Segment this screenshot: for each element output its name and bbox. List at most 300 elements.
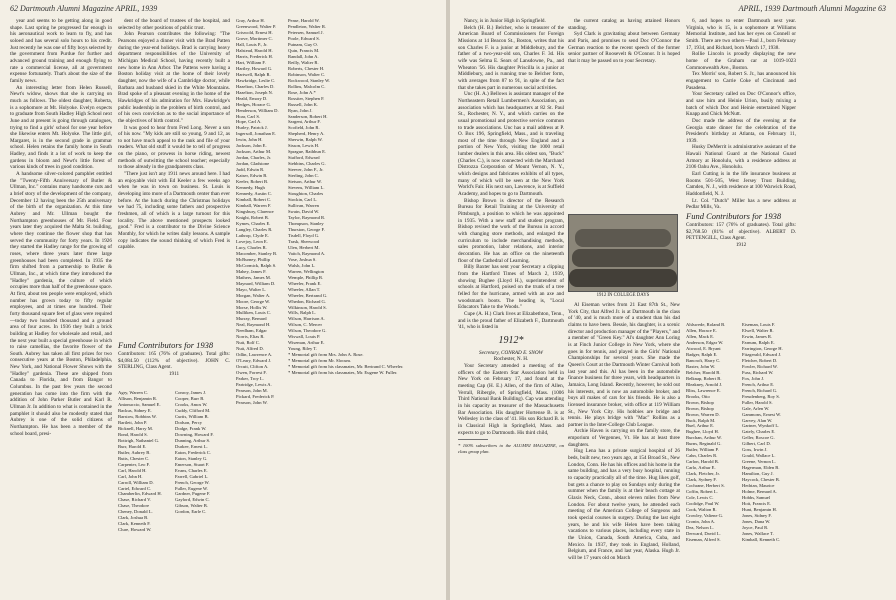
name-entry: Hagerman, Elden B. xyxy=(742,465,780,471)
name-entry: Carl, Harold H. xyxy=(118,467,147,473)
right-column-2-top xyxy=(568,18,680,210)
name-entry: Gould, Wallace L. xyxy=(742,453,776,459)
name-entry: Haycock, Chester B. xyxy=(742,477,781,483)
fund-contributors-text: Contributors: 165 (76% of graduates). Total gifts: $4,084.50 (112% of objective). JOHN C. STERLING, Class Agent. xyxy=(118,350,230,371)
name-entry: Judd, Edwin R. xyxy=(236,167,265,173)
name-entry: Jones, Sidney F. xyxy=(742,513,772,518)
left-bottom-names-1 xyxy=(118,390,174,595)
name-entry: Eaton, Stanley G. xyxy=(175,455,208,461)
name-entry: Baxter, John W. xyxy=(686,363,716,369)
name-entry: Partridge, Lewis A. xyxy=(236,382,272,388)
paragraph: 6, and hopes to enter Dartmouth next year. Virginia, who is 15, is a sophomore at Williams Memorial Institute, and has her eyes on Connell or Smith. There are two others—Paul J., born February 17, 1934, and Richard, born March 17, 1938. xyxy=(686,18,796,51)
name-entry: McCormick, Ralph S. xyxy=(236,262,277,268)
name-entry: Randall, John A. xyxy=(288,53,319,59)
paragraph: year and seems to be getting along in good shape. Last spring he progressed far enough in his aeronautical work to learn to fly, and has soloed and has several solo hours to his credit. Just recently he was one of fifty boys selected by the government from Purdue for further and advanced ground training and enough flying to rate a commercial license, all at government expense fortunately. That's about the size of the family news. xyxy=(10,18,112,84)
name-entry: Heald, Emory D. xyxy=(236,95,268,101)
name-entry: Hoar, Carl S. xyxy=(236,113,261,119)
paragraph: Cupe (A. H.) Clark lives at Elizabethton, Tenn., and is the proud father of Elizabeth F., Dartmouth '41, who is listed in xyxy=(458,310,564,331)
name-entry: Geller, Roscoe G. xyxy=(742,435,775,441)
name-entry: Nutt, Rolf C. xyxy=(236,340,260,346)
name-entry: Cuddy, Clifford M. xyxy=(175,407,211,413)
name-entry: Erwin, James R. xyxy=(742,333,773,339)
name-entry: Gately, Charles E. xyxy=(742,429,776,435)
class-1912-heading: 1912* xyxy=(498,334,524,346)
name-entry: Hedges, Horace G. xyxy=(236,101,271,107)
name-entry: Ingersoll, Jonathan E. xyxy=(236,131,277,137)
name-entry: Swain, David W. xyxy=(288,209,320,214)
name-entry: Jackson, Arthur M. xyxy=(236,149,272,155)
name-entry: Morse, Hollis W. xyxy=(236,304,268,310)
name-entry: Carlon, Harold B. xyxy=(686,459,719,465)
name-entry: Coffin, Robert L. xyxy=(686,489,718,495)
name-entry: Murray, Bernard xyxy=(236,316,267,322)
name-entry: Bancroft, Harry C. xyxy=(686,357,721,363)
name-entry: Dunning, Arthur S. xyxy=(175,437,211,443)
name-entry: Bicknell, Harry M. xyxy=(118,425,153,431)
name-entry: Rockwood, Stanley W. xyxy=(288,77,331,83)
paragraph: Rollie Lincoln is proudly displaying the new home of the Graham car at 1019-1023 Commonwealth Ave., Boston. xyxy=(686,51,796,71)
name-entry: Scofield, John R. xyxy=(288,125,320,131)
name-entry: Eiseman, Alfred S. xyxy=(686,536,721,542)
name-entry: Carlo, Arthur E. xyxy=(686,465,716,471)
name-entry: Griswold, Ernest H. xyxy=(236,29,273,35)
name-entry: Robinson, Walter C. xyxy=(288,71,326,77)
name-entry: Burns, Reginald G. xyxy=(686,441,722,447)
name-entry: Crowley, Valiene G. xyxy=(686,513,724,518)
name-entry: Sterling, John C. xyxy=(288,173,319,179)
name-entry: Russell, John K. xyxy=(288,101,319,107)
name-entry: Petersen, Samuel J. xyxy=(288,29,324,35)
name-entry: Hazelton, Joseph N. xyxy=(236,89,273,95)
name-entry: Maynard, William D. xyxy=(236,280,276,286)
name-entry: Cole, Lewis C. xyxy=(686,495,714,501)
name-entry: Poole, Edward S. xyxy=(288,35,320,41)
name-entry: Harris, Frederick H. xyxy=(236,53,273,59)
paragraph: Belch (H. B.) Belcher, who is treasurer of the American Board of Commissioners for Foreign Missions at 14 Beacon St., Boston, writes that his son Charles F. is a junior at Middlebury, and the father of a two-year-old son, Charles F. 3d. His wife was Selma E. Sears of Lansdowne, Pa., and Wheaton '56. His daughter Priscilla is a junior at Middlebury, and is running true to Belcher form, with averages from 87 to 91, in spite of the fact that she takes part in numerous social activities. xyxy=(458,24,564,91)
name-entry: Clure, Howard W. xyxy=(118,527,152,533)
name-entry: Antonuccio, Samuel E. xyxy=(118,401,161,407)
name-entry: Needham, Edgar xyxy=(236,328,267,334)
name-entry: Bleakney, Arnold J. xyxy=(686,381,723,387)
name-entry: Stoughton, Charles xyxy=(288,191,324,197)
name-entry: Gaylord, Edwin C. xyxy=(175,497,210,503)
name-entry: Burr, Harold E. xyxy=(118,443,147,449)
name-entry: Lovejoy, Leon E. xyxy=(236,238,268,244)
left-column-2 xyxy=(118,18,230,336)
name-entry: Lucy, Charles R. xyxy=(236,244,267,250)
name-entry: * Memorial gift from Mrs. John A. Rose. xyxy=(288,352,364,358)
name-entry: Hope, Carl A. xyxy=(236,119,262,125)
name-entry: Sisson, Lewis H. xyxy=(288,143,320,149)
name-entry: Gilbert, Carl D. xyxy=(742,441,771,447)
name-entry: Hawkridge, Leslie C. xyxy=(236,77,276,83)
name-entry: Mulliken, Louis C. xyxy=(236,310,271,316)
name-entry: Mathers, James M. xyxy=(236,274,271,280)
name-entry: Eiseman, Louis F. xyxy=(742,322,776,327)
name-entry: Vose, Joshua S. xyxy=(288,256,317,262)
name-entry: Wheeler, Frank E. xyxy=(288,280,322,286)
name-entry: Fuller, Eugene W. xyxy=(175,485,208,491)
right-names-b xyxy=(742,322,798,596)
name-entry: Chase, Richard V. xyxy=(118,497,152,503)
name-entry: Ahlswede, Roland B. xyxy=(686,322,726,327)
name-entry: Hamilton, Guy J. xyxy=(742,471,774,477)
paragraph: It was good to hear from Fred Long. Never a son of his now. "My kids are still so young, 9 and 12, as to not have much appeal to the rank and file of your readers. What old stuff it would be to tell of progress on the piano, or prowess in horse riding, newest methods of outwitting the school teacher; especially to those already in the grandparents class. xyxy=(118,124,230,171)
name-entry: Rossiter, Stephen F. xyxy=(288,95,325,101)
name-entry: Knight, Robert B. xyxy=(236,214,269,220)
name-entry: Holme, Bernard A. xyxy=(742,489,777,495)
name-entry: Carl, John H. xyxy=(118,473,143,479)
paragraph: Bishop Brown is director of the Research Bureau for Retail Training at the University of Pittsburgh, a position to which he was appointed in 1935. With a new staff and student program, Bishop revised the work of the Bureau in accord with changing store methods, and enlarged the curriculum to include merchandising methods, sales promotion, labor relations, and interior decoration. He has an office on the nineteenth floor of the Cathedral of Learning. xyxy=(458,197,564,264)
left-column-1 xyxy=(10,18,112,596)
right-column-2-bottom xyxy=(568,302,680,596)
name-entry: Greenwood, Walter P. xyxy=(236,23,277,29)
name-entry: Kymes, Charles E. xyxy=(236,220,271,226)
name-entry: Stafford, Edward xyxy=(288,155,320,161)
name-entry: Clark, Joshua B. xyxy=(118,515,149,521)
name-entry: Vaitch, Raymond A. xyxy=(288,250,326,256)
name-entry: Derward, David L. xyxy=(686,530,721,536)
name-entry: Langley, Charles R. xyxy=(236,226,273,232)
name-entry: Hunt, Benjamin H. xyxy=(742,507,777,513)
name-entry: Coolidge, Paul W. xyxy=(686,501,720,507)
left-column-3-names xyxy=(236,18,286,598)
name-entry: Badger, Ralph E. xyxy=(686,351,718,357)
name-entry: Sprague, Rathbun E. xyxy=(288,149,327,155)
name-entry: Taylor, Raymond R. xyxy=(288,214,326,220)
name-entry: Reilly, Walter R. xyxy=(288,59,319,65)
name-entry: Bartlett, John P. xyxy=(118,419,148,425)
name-entry: Kimball, Warren F. xyxy=(236,203,272,209)
name-entry: Buel, Arthur E. xyxy=(686,423,715,429)
name-entry: Wills, Ralph L. xyxy=(288,310,317,316)
name-entry: Rose, John A.* xyxy=(288,89,316,95)
paragraph: A handsome silver-colored pamphlet entitled the "Twenty-Fifth Anniversary of Butler & Ullman, Inc." contains many handsome cuts and a brief story of the development of the company, December 12 having been the 25th anniversary of the birth of the organization. At this time Aubrey and Mr. Ullman bought the Northampton greenhouses of Mr. Field. Four years later they acquired the Malta St. building, where they continue the flower shop that has served the community for forty years. In 1926 they started the Hadley range for the growing of roses, where three years later three large greenhouses had been completed. In 1935 the firm shifted from a partnership to Butler & Ullman, Inc., at which time they introduced the "Hadley" gardenia, the culture of which occupies more than half of the greenhouse space. At first, about ten people were employed, which number has grown today to fifty regular employees, and at times one hundred. Their forty thousand square feet of glass were required—today two hundred thousand and a ground area of four acres. In 1936 they built a brick building at Hadley for wholesale and retail, and the next year built a special greenhouse in which to raise camellias, the favorite flower of the South. Aubrey has taken all first prizes for two consecutive years at the Boston, Philadelphia, New York, and National Flower Shows with the "Hadley" gardenia. These are shipped from Canada to Florida, and from Bangor to Columbus. In the past few years the second generation has come into the firm with the addition of John Parker Butler and Karl R. Ullman Jr. In addition to what is contained in the pamphlet it should also be modestly stated that Aubrey is one of the solid citizens of Northampton. He has been a member of the school board, presi- xyxy=(10,171,112,437)
name-entry: Brown, Warren D. xyxy=(686,411,720,417)
paragraph: Nancy, is in Junior High in Springfield. xyxy=(464,18,546,24)
class-photo xyxy=(568,214,678,292)
paragraph: dent of the board of trustees of the hospital, and selected by other positions of public trust. xyxy=(118,18,230,31)
name-entry: Gartner, Wynkoff L. xyxy=(742,423,780,429)
name-entry: Hoit, Francis E. xyxy=(742,501,772,507)
paragraph: Unc (H. A.) Bellows is assistant manager of the Northeastern Retail Lumbermen's Association, an association which has headquarters at 82 St. Paul St., Rochester, N. Y., and which carries on the usual promotional and protective service common to trade associations. Unc has a mail address at P. O. Box 196, Springfield, Mass., and is traveling most of the time through New England and a portion of New York, visiting the 1000 retail lumber dealers in this area. His oldest son, "Buck" (Charles C.), is now connected with the Marchand Distrozza Corporation of Mount Vernon, N. Y., which designs and fabricates exhibits of all types, many of which will be seen at the New York World's Fair. His next son, Lawrence, is at Suffield Academy, and hopes to go to Dartmouth. xyxy=(458,91,564,198)
name-entry: Brown, Bishop xyxy=(686,405,714,411)
name-entry: Cronin, John A. xyxy=(686,518,716,524)
name-entry: * Memorial gift from Mr. Slocum. xyxy=(288,358,352,364)
name-entry: Belcher, Harold B. xyxy=(686,369,721,375)
name-entry: Cartel, Edward C. xyxy=(118,485,152,491)
name-entry: Eaton, Frederick C. xyxy=(175,449,211,455)
name-entry: Curtis, William B. xyxy=(175,413,209,419)
name-entry: Macomber, Stanley B. xyxy=(236,250,278,256)
name-entry: Dodge, Frank W. xyxy=(175,425,207,431)
footnote: * 100% subscribers to the ALUMNI MAGAZINE, on class group plan. xyxy=(458,443,564,455)
name-entry: Conroy, James J. xyxy=(175,390,207,395)
fund-contributors-heading: Fund Contributors for 1938 xyxy=(118,340,214,350)
name-entry: McBurney, Phillip xyxy=(236,256,270,262)
name-entry: Brown, Bishop xyxy=(686,399,714,405)
name-entry: Chamberlin, Edward H. xyxy=(118,491,162,497)
name-entry: Kimball, Robert C. xyxy=(236,197,272,203)
name-entry: Steever, John F., Jr. xyxy=(288,167,324,173)
name-entry: Kennedy, Hugh xyxy=(236,185,265,191)
name-entry: Farrington, George H. xyxy=(742,345,783,351)
right-column-1 xyxy=(458,18,564,596)
paragraph: Archie Haven is carrying on the family store, the emporium of Vergennes, Vt. He has at least three daughters. xyxy=(568,428,680,448)
name-entry: Hurley, Patrick J. xyxy=(236,125,268,131)
name-entry: Butler, Aubrey B. xyxy=(118,449,151,455)
name-entry: Morgan, Walter A. xyxy=(236,292,271,298)
name-entry: Cheney, Donald L. xyxy=(118,509,153,515)
name-entry: * Memorial gift from his classmates, Mr. Bertrand C. Wheeler. xyxy=(288,364,404,370)
paragraph: John Pearson contributes the following: "The Pearsons enjoyed a dinner visit with the Brad Patten during the year-end holidays. Brad is carrying heavy department responsibilities of the University of Michigan Medical School, having recently built a new home in Ann Arbor. The Pattens were having a Boston holiday visit at the home of their lovely daughter, now the wife of a Cambridge doctor, while Barbara and husband skied in the White Mountains. Brad spoke of a pleasant evening in the home of the Hawkridges of his admiration for Mrs. Hawkridge's public leadership in the problem of birth control, and of his own conviction as to the social importance of the objectives of birth control." xyxy=(118,31,230,124)
name-entry: Kaiser, Edwin B. xyxy=(236,173,268,179)
name-entry: French, Richard G. xyxy=(742,387,778,393)
name-entry: Gammons, Ernest W. xyxy=(742,411,782,417)
name-entry: Greene, Vernon L. xyxy=(742,459,776,465)
footnote-rule xyxy=(458,439,488,440)
name-entry: Fuss, Richard W. xyxy=(742,369,774,375)
class-year-label: 1911 xyxy=(168,370,180,377)
paragraph: Hug Lena has a private surgical hospital of 26 beds, built new, two years ago, at 154 Broad St., New London, Conn. He has his offices and his home in the same building, and has a very busy hospital, running to capacity practically all of the time. Hug likes golf, but gets a chance to play on Sundays only during the summer when the family is at their beach cottage at Glaxis Neck, Conn., about eleven miles from New London. For about twelve years, he attended each meeting of the American College of Surgeons and took special courses in surgery. During the last eight years, he and his wife Helen have been taking vacations to various places, including every state in the Union, Canada, South America, Cuba, and Mexico. In 1937, they took in England, Holland, Belgium, and France, and last year, Alaska. Hugh Jr. will be 17 years old on March xyxy=(568,448,680,561)
name-entry: Sherwin, Ralph W. xyxy=(288,137,323,143)
name-entry: Jordan, Charles, Jr. xyxy=(236,155,272,161)
name-entry: Pearson, John W. xyxy=(236,400,268,405)
name-entry: Butts, Chester C. xyxy=(118,455,150,461)
photo-caption: 1912 IN COLLEGE DAYS xyxy=(596,293,650,298)
name-entry: Cooper, Burr B. xyxy=(175,395,205,401)
name-entry: Bliss, Lawrence E. xyxy=(686,387,721,393)
left-page xyxy=(0,0,446,600)
name-entry: Kennedy, Austin C. xyxy=(236,191,272,197)
name-entry: Gibson, Walter B. xyxy=(175,503,208,509)
name-entry: Cahn, Charles R. xyxy=(686,453,718,459)
name-entry: Roberts, Chester H. xyxy=(288,65,325,71)
name-entry: Kingsbury, Clarence xyxy=(236,209,274,214)
name-entry: Belknap, Robert B. xyxy=(686,375,722,381)
name-entry: Burchan, Arthur W. xyxy=(686,435,722,441)
name-entry: Fuller, Harold S. xyxy=(742,399,773,405)
left-fund-block xyxy=(118,340,230,380)
class-year-label-right: 1912 xyxy=(735,241,747,248)
name-entry: Ryan, John J. xyxy=(288,107,313,113)
name-entry: Gale, Arlen W. xyxy=(742,405,770,411)
name-entry: Hartwell, Ralph R. xyxy=(236,71,271,77)
name-entry: Thompson, Stanley xyxy=(288,220,324,226)
name-entry: French, Arthur E. xyxy=(742,381,775,387)
name-entry: Owen, Forrest F. xyxy=(236,370,267,376)
name-entry: Hartley, Howard G. xyxy=(236,65,273,71)
name-entry: Crooks, Amos W. xyxy=(175,401,208,407)
name-entry: Norris, Elias R. xyxy=(236,334,265,340)
name-entry: Clark, Fletcher, Jr. xyxy=(686,471,720,477)
name-entry: Carpenter, Leo F. xyxy=(118,461,150,467)
name-entry: Chase, Theodore xyxy=(118,503,150,509)
name-entry: Durkee, Ernest L. xyxy=(175,443,208,449)
name-entry: Trask, Sherwood xyxy=(288,238,320,244)
name-entry: Bond, Harold S. xyxy=(118,431,148,437)
name-entry: Wemple, Phillip B. xyxy=(288,274,324,280)
name-entry: Gray, Arthur H. xyxy=(236,18,265,23)
name-entry: Mahey, James F. xyxy=(236,268,267,274)
right-column-3 xyxy=(686,18,796,318)
name-entry: Sargent, Arthur F. xyxy=(288,119,321,125)
name-entry: Wiswall, Louis P. xyxy=(288,334,321,340)
name-entry: Butler, William P. xyxy=(686,447,719,453)
paragraph: "There just isn't any 1911 news around here. I had an enjoyable visit with Ed Keeler a few weeks ago when he was in town on business. St. Louis is developing into more of a Dartmouth center than ever before. At the lunch during the Christmas holidays we had 75, including some fathers and prospective freshmen, all of which is a large turnout for this locality. The above mentioned prospects looked good." Fred is a contributor to the Divine Science Monthly, for which he writes daily lessons. A sample copy indicates the sound thinking of which Fred is capable. xyxy=(118,171,230,251)
right-page xyxy=(450,0,896,600)
name-entry: Gardner, Pugene F. xyxy=(175,491,211,497)
name-entry: * Memorial gift from his classmates, Mr. Eugene W. Fuller. xyxy=(288,370,398,376)
name-entry: Wilson, C. Mercer xyxy=(288,322,323,328)
name-entry: Whedon, Richard G. xyxy=(288,298,327,304)
name-entry: Nutt, Alfred D. xyxy=(236,346,264,352)
name-entry: Warren, Wellington xyxy=(288,268,324,274)
name-entry: Hedrian, Maurice xyxy=(742,483,775,489)
name-entry: Cochrane, Herbert S. xyxy=(686,483,725,489)
name-entry: Fletcher, Robert D. xyxy=(742,357,778,363)
name-entry: Wilkinson, Harold S. xyxy=(288,304,327,310)
paragraph: Husky DeMerrit is administrative assistant of the Hawaii National Guard at the National Guard Armory at Honolulu, with a residence address at 2106 Oahu Ave., Honolulu. xyxy=(686,144,796,171)
name-entry: Putnam, Guy O. xyxy=(288,41,318,47)
name-entry: Evans, Charles E. xyxy=(175,467,208,473)
name-entry: Barstow, Robbins W. xyxy=(118,413,157,419)
name-entry: Mayo, Walter L. xyxy=(236,286,267,292)
name-entry: Fitzgerald, Edward J. xyxy=(742,351,782,357)
name-entry: Pendleton, Walter R. xyxy=(288,23,327,29)
right-names-a xyxy=(686,322,741,596)
paragraph: An interesting letter from Helen Russell, Newt's widow, shows that she is carrying on much as follows. The oldest daughter, Roberta, is a sophomore at Mt. Holyoke. Evelyn expects to graduate from South Hadley High School next June and at present is going through catalogues, trying to find a girls' school for one year before she likewise enters Mt. Holyoke. The little girl, Margaret, is in the second grade in grammar school. Helen retains the family home in South Hadley, and finds it a lot of work to keep the gardens in bloom and Newt's little forest of various kinds of trees in good condition. xyxy=(10,84,112,171)
name-entry: Odlin, Lawrence A. xyxy=(236,352,273,358)
left-bottom-names-2 xyxy=(175,390,231,595)
name-entry: Atwood, E. Bryant xyxy=(686,345,721,351)
name-entry: Farnum, Ralph E. xyxy=(742,339,775,345)
paragraph: Lt. Col. "Dutch" Miller has a new address at Pedlar Mills, Va. xyxy=(686,197,796,211)
name-entry: Fox, John J. xyxy=(742,375,765,381)
secretary-line: Secretary, CONRAD E. SNOW xyxy=(479,349,543,356)
paragraph: the current catalog as having attained Honors standing. xyxy=(568,18,680,31)
name-entry: Jackson, John E. xyxy=(236,143,267,149)
paragraph: Doc made the address of the evening at the Georgia state dinner for the celebration of the President's birthday at Atlanta, on February 11, 1939. xyxy=(686,117,796,144)
paragraph: Your Secretary called on Doc O'Connor's office, and saw him and Heinie Urion, busily mixing a batch of which Doc and Heinie entertained Nipper Knapp and Chick McNutt. xyxy=(686,91,796,118)
name-entry: Freudenberg, Roy S. xyxy=(742,393,780,399)
name-entry: Neal, Raymond H. xyxy=(236,322,271,328)
name-entry: Fowler, Richard W. xyxy=(742,363,778,369)
name-entry: Downing, Howard F. xyxy=(175,431,214,437)
name-entry: Quin, Francis M. xyxy=(288,47,320,53)
name-entry: Shepherd, Henry A. xyxy=(288,131,325,137)
paragraph: Tex Morris' son, Robert S. Jr., has announced his engagement to Carrie Coke of Cincinnati and Pasadena. xyxy=(686,71,796,91)
name-entry: Ulen, Herbert M. xyxy=(288,244,320,250)
name-entry: Keeler, Robert B. xyxy=(236,179,269,185)
secretary-address: Rochester, N. H. xyxy=(493,356,529,363)
right-page-header: APRIL, 1939 Dartmouth Alumni Magazine 63 xyxy=(738,4,886,13)
name-entry: Hazelton, Charles D. xyxy=(236,83,275,89)
left-column-4-names xyxy=(288,18,404,598)
name-entry: Allen, Horace E. xyxy=(686,327,717,333)
name-entry: Goss, Irwin J. xyxy=(742,447,768,453)
name-entry: Buck, Ralph M. xyxy=(686,417,716,423)
name-entry: Orcutt, Clifton A. xyxy=(236,364,269,370)
name-entry: Dodson, Percy xyxy=(175,419,203,425)
name-entry: Henderson, William D. xyxy=(236,107,279,113)
name-entry: Stetson, Arthur W. xyxy=(288,179,322,185)
name-entry: Sullivan, Warren xyxy=(288,203,319,209)
name-entry: Rollins, Malcolm C. xyxy=(288,83,326,89)
name-entry: Stebbins, Charles G. xyxy=(288,161,326,167)
name-entry: Wiseman, Arthur E. xyxy=(288,340,325,346)
name-entry: Joyce, Paul R. xyxy=(742,524,769,530)
name-entry: Dea, Nelson L. xyxy=(686,524,714,530)
name-entry: Garvey, Alan W. xyxy=(742,417,773,423)
name-entry: Bottrigh, Nathaniel G. xyxy=(118,437,160,443)
name-entry: Wilson, Harrison A. xyxy=(288,316,325,322)
name-entry: Parker, Troy L. xyxy=(236,376,264,382)
name-entry: Hobbs, Samuel xyxy=(742,495,771,501)
name-entry: Brooks, Otto xyxy=(686,393,710,399)
name-entry: Jordan, Gladstone xyxy=(236,161,270,167)
name-entry: Clark, Sydney F. xyxy=(686,477,717,483)
name-entry: Elwell, Walter R. xyxy=(742,327,774,333)
name-entry: Cook, Walton R. xyxy=(686,507,717,513)
paragraph: Syd Clark is gravitating about between Germany and Paris, and promises to send Doc O'Connor the German reaction to the recent speech of the former senior partner of Roosevelt & O'Connor. It is hoped that it may be passed on to your Secretary. xyxy=(568,31,680,64)
paragraph: Earl Cutting is in the life insurance business at Rooms 501-505, West Jersey Trust Building, Camden, N. J., with residence at 100 Warwick Road, Haddonfield, N. J. xyxy=(686,171,796,198)
name-entry: Walsh, John L. xyxy=(288,262,316,268)
name-entry: Jones, Wallace T. xyxy=(742,530,774,536)
name-entry: Gordon, Earle C. xyxy=(175,509,207,515)
name-entry: Stockin, Carl L. xyxy=(288,197,318,203)
name-entry: Wheeler, Allan T. xyxy=(288,286,321,292)
name-entry: Thurston, George F. xyxy=(288,226,325,232)
name-entry: French, George W. xyxy=(175,479,210,485)
name-entry: Pearson, John M. xyxy=(236,388,268,394)
name-entry: Backus, Sidney E. xyxy=(118,407,152,413)
name-entry: Irwin, John H. xyxy=(236,137,263,143)
name-entry: Halstead, Harold H. xyxy=(236,47,273,53)
name-entry: Farrell, Gabriel L. xyxy=(175,473,209,479)
name-entry: Wilson, Theodore G. xyxy=(288,328,327,334)
name-entry: Anderson, Edgar W. xyxy=(686,339,724,345)
name-entry: Pickard, Frederick P. xyxy=(236,394,275,400)
name-entry: Tisdell, Floyd G. xyxy=(288,232,320,238)
left-page-header: 62 Dartmouth Alumni Magazine APRIL, 1939 xyxy=(10,4,158,13)
name-entry: Allen, Mack E. xyxy=(686,333,715,339)
name-entry: Hart, William F. xyxy=(236,59,266,65)
name-entry: Emerson, Stuart F. xyxy=(175,461,210,467)
name-entry: Bughee, Lloyd H. xyxy=(686,429,719,435)
name-entry: Wheeler, Bertrand G. xyxy=(288,292,328,298)
fund-contributors-text-right: Contributors: 157 (76% of graduates). Total gifts: $2,768.50 (81% of objective). ALBERT D. PETTENGILL, Class Agent. xyxy=(686,221,796,242)
name-entry: Allison, Benjamin R. xyxy=(118,395,158,401)
name-entry: Jones, Dana W. xyxy=(742,518,771,524)
name-entry: Grove, Mortimer C. xyxy=(236,35,273,41)
secretary-paragraph: Your Secretary attended a meeting of the officers of the Eastern Star Association held in New York on February 17, and found at the meeting Cap (H. E.) Allen, of the firm of Allen, Verrall, Ribergle, of Springfield, Mass. (1006 Third National Bank Building). Cap was attending in his capacity as treasurer of the Massachusetts Bar Association. His daughter Hortense B. is at Wellesley in the class of '41. His son Richard B. is in Classical High in Springfield, Mass. and expects to go to Dartmouth. His third child, xyxy=(458,362,564,436)
name-entry: Kimball, Kenneth C. xyxy=(742,536,781,542)
name-entry: Hall, Louis P., Jr. xyxy=(236,41,268,47)
name-entry: Clark, Kenneth F. xyxy=(118,521,151,527)
name-entry: Young, Riley T. xyxy=(288,346,317,352)
name-entry: Sanderson, Robert H. xyxy=(288,113,328,119)
name-entry: O'Leary, Edward J. xyxy=(236,358,272,364)
paragraph: Billy Baxter has sent your Secretary a clipping from the Hartford Times of March 2, 1939, showing Bughee (Lloyd H.), superintendent of schools at Hartford, poised on the trunk of a tree felled for the hurricane, armed with an axe and woodsman's boots. The heading is, "Local Educators Take to the Woods." xyxy=(458,264,564,311)
name-entry: Moore, George W. xyxy=(236,298,271,304)
paragraph: Al Eiseman writes from 21 East 87th St., New York City, that Alfred Jr. is at Dartmouth in the class of '40, and is much more of a student than his dad claims to have been. Bessie, his daughter, is a scenic director and production manager of the "Players," and a member of "Green Key." Al's daughter Ann Loring is at Finch Junior College in New York, where she goes in for tennis, and played in the Girls' National Championships for several years. She made the Queen's Court at the Dartmouth Winter Carnival both last year and this. Al has been in the automobile finance business for three years, with headquarters in Jamaica, Long Island. Recently, however, he sold out his interests, and is now an automobile broker, and buys all makes of cars for his friends. He is also a licensed insurance broker, with office at 119 William St., New York City. His hobbies are bridge and tennis. He plays bridge with "Mac" Rollins as a partner in the Inter-College Club League. xyxy=(568,302,680,428)
name-entry: Lathrop, Clyde E. xyxy=(236,232,269,238)
name-entry: Pease, Harold W. xyxy=(288,18,320,23)
name-entry: Carroll, William D. xyxy=(118,479,154,485)
fund-contributors-heading-right: Fund Contributors for 1938 xyxy=(686,211,782,222)
name-entry: Stevens, William L. xyxy=(288,185,325,191)
